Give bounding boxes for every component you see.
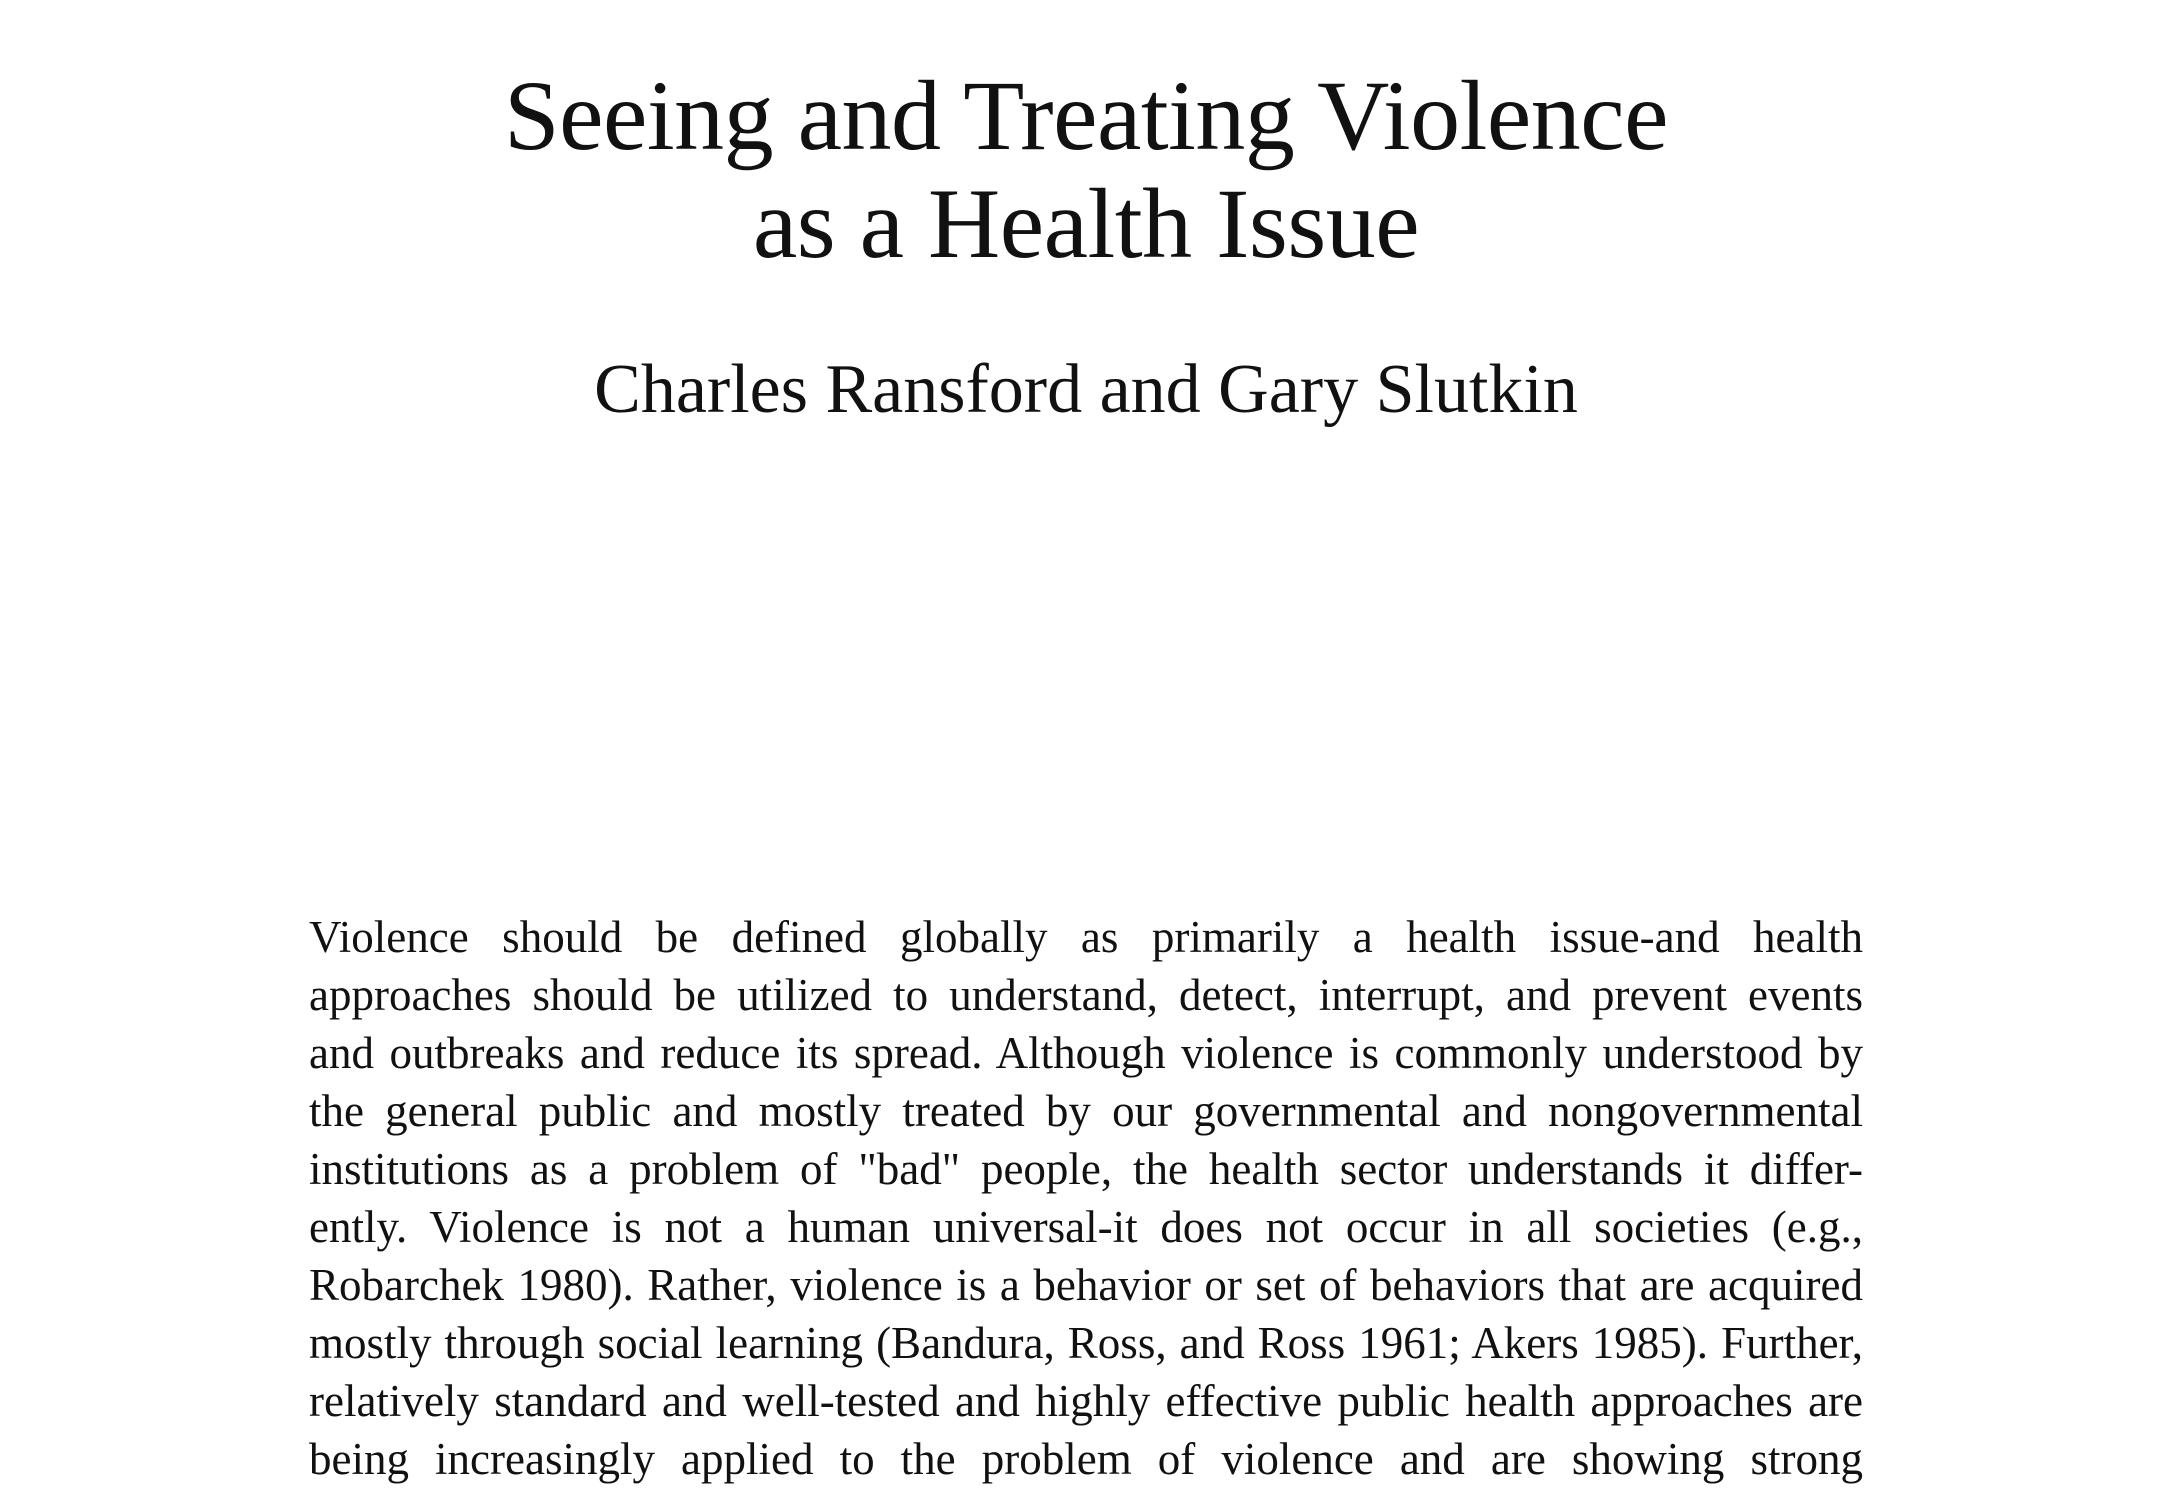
body-line: being increasingly applied to the problem of violence and are showing strong [309, 1434, 1863, 1484]
paper-title-line-2: as a Health Issue [752, 168, 1420, 279]
paper-title-line-1: Seeing and Treating Violence [503, 60, 1669, 171]
body-line: Violence should be defined globally as primarily a health issue-and health [309, 912, 1863, 962]
body-line: institutions as a problem of "bad" people, the health sector understands it differ- [309, 1144, 1863, 1194]
paper-title [0, 62, 2172, 278]
body-line: mostly through social learning (Bandura, Ross, and Ross 1961; Akers 1985). Further, [309, 1318, 1863, 1368]
body-paragraph [309, 908, 1863, 1488]
body-line: the general public and mostly treated by our governmental and nongovernmental [309, 1086, 1863, 1136]
body-line: relatively standard and well-tested and highly effective public health approaches are [309, 1376, 1863, 1426]
body-line: Robarchek 1980). Rather, violence is a behavior or set of behaviors that are acquired [309, 1260, 1863, 1310]
body-line: approaches should be utilized to understand, detect, interrupt, and prevent events [309, 970, 1863, 1020]
body-line: ently. Violence is not a human universal-it does not occur in all societies (e.g., [309, 1202, 1863, 1252]
paper-authors: Charles Ransford and Gary Slutkin [594, 351, 1578, 428]
body-line: and outbreaks and reduce its spread. Although violence is commonly understood by [309, 1028, 1863, 1078]
